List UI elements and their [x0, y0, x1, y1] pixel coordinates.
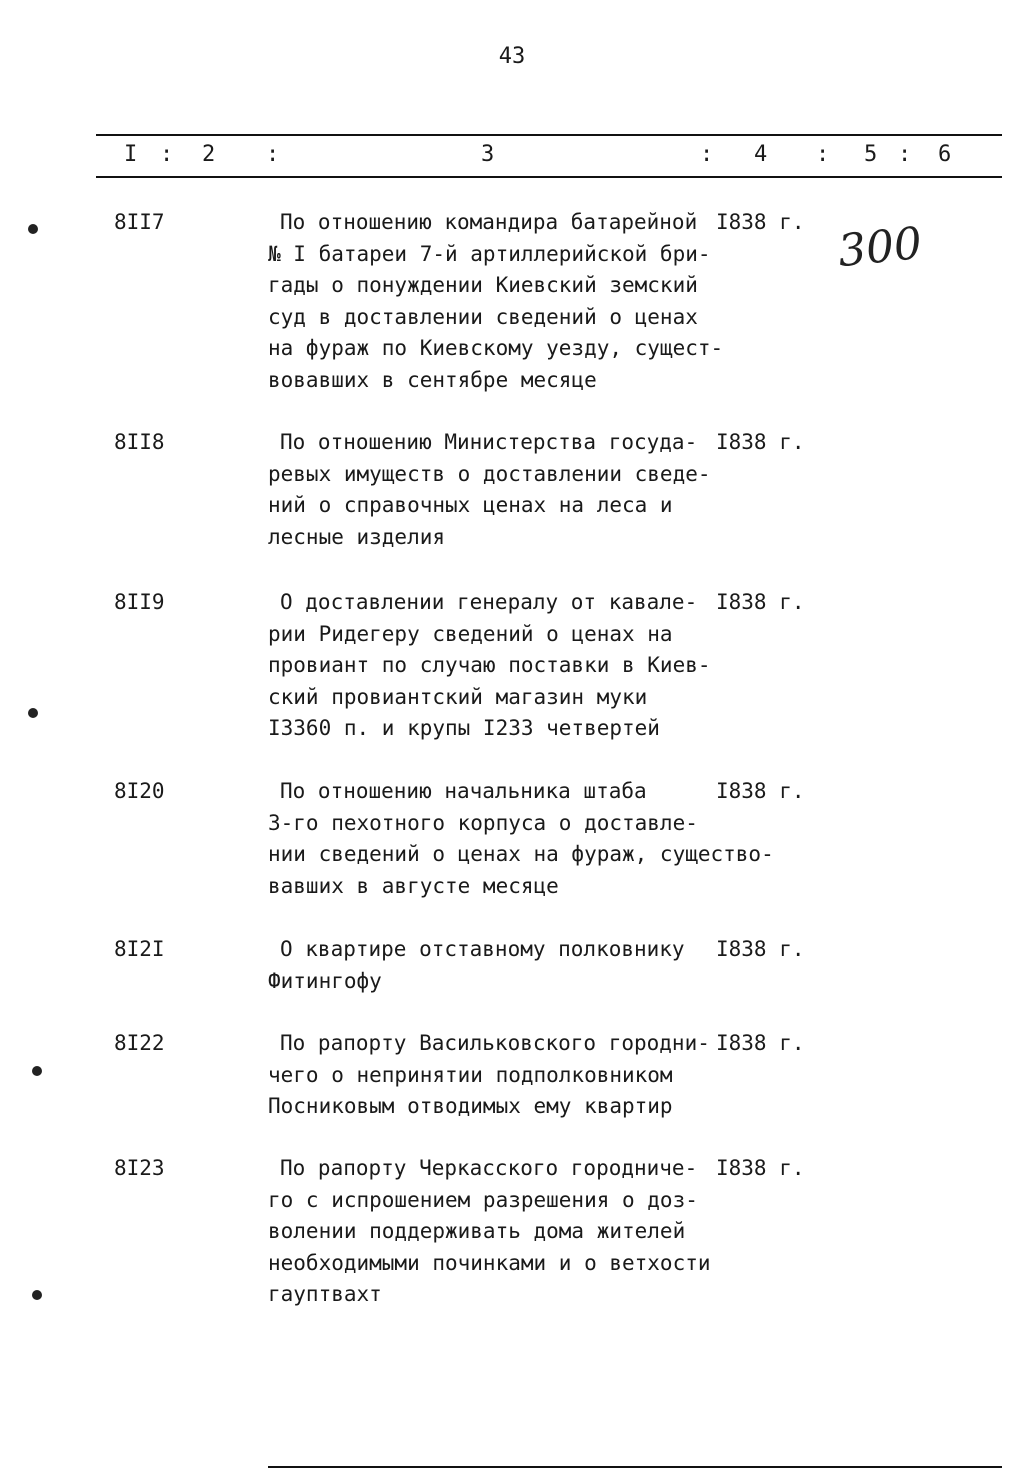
column-header: 5	[864, 142, 878, 167]
record-number: 8II9	[114, 590, 165, 614]
record-year: I838 г.	[716, 210, 805, 234]
description-line: нии сведений о ценах на фураж, существо-	[268, 842, 774, 866]
description-line: рии Ридегеру сведений о ценах на	[268, 621, 673, 646]
description-line: провиант по случаю поставки в Киев-	[268, 653, 711, 677]
description-line: вавших в августе месяце	[268, 873, 559, 898]
record-number: 8I23	[114, 1156, 165, 1180]
punch-hole-mark	[28, 224, 38, 234]
description-line: вовавших в сентябре месяце	[268, 367, 597, 392]
description-line: О квартире отставному полковнику	[280, 937, 685, 961]
column-header: 6	[938, 142, 952, 167]
column-separator: :	[898, 142, 912, 167]
description-line: ревых имуществ о доставлении сведе-	[268, 461, 711, 486]
record-year: I838 г.	[716, 1156, 805, 1180]
record-year: I838 г.	[716, 430, 805, 454]
column-header: 3	[481, 142, 495, 167]
record-year: I838 г.	[716, 1031, 805, 1055]
description-line: Посниковым отводимых ему квартир	[268, 1094, 673, 1118]
description-line: ский провиантский магазин муки	[268, 684, 648, 709]
punch-hole-mark	[28, 708, 38, 718]
column-header-row	[0, 140, 1024, 172]
record-year: I838 г.	[716, 937, 805, 961]
column-separator: :	[266, 142, 280, 167]
record-number: 8II7	[114, 210, 165, 234]
header-top-rule	[96, 134, 1002, 136]
description-line: гады о понуждении Киевский земский	[268, 273, 698, 297]
description-line: гауптвахт	[268, 1282, 382, 1306]
description-line: лесные изделия	[268, 524, 446, 549]
column-header: I	[124, 142, 138, 167]
record-number: 8I2I	[114, 937, 165, 961]
column-header: 2	[202, 142, 216, 167]
record-description	[268, 1153, 738, 1311]
record-number: 8II8	[114, 430, 165, 454]
description-line: По рапорту Васильковского городни-	[280, 1031, 710, 1055]
description-line: О доставлении генералу от кавале-	[280, 590, 698, 614]
record-year: I838 г.	[716, 779, 805, 803]
description-line: № I батареи 7-й артиллерийской бри-	[268, 241, 711, 266]
record-description	[268, 934, 738, 997]
record-description	[268, 587, 738, 745]
footer-rule	[268, 1466, 1002, 1468]
handwritten-note: 300	[835, 217, 925, 278]
record-number: 8I20	[114, 779, 165, 803]
description-line: По отношению начальника штаба	[280, 779, 647, 803]
record-description	[268, 1028, 738, 1123]
description-line: го с испрошением разрешения о доз-	[268, 1187, 698, 1212]
column-separator: :	[816, 142, 830, 167]
page-number: 43	[498, 44, 526, 69]
description-line: I3360 п. и крупы I233 четвертей	[268, 716, 660, 740]
description-line: ний о справочных ценах на леса и	[268, 493, 673, 517]
description-line: По отношению Министерства госуда-	[280, 430, 698, 454]
description-line: необходимыми починками и о ветхости	[268, 1250, 711, 1275]
description-line: Фитингофу	[268, 968, 382, 993]
description-line: По отношению командира батарейной	[280, 210, 698, 234]
description-line: на фураж по Киевскому уезду, сущест-	[268, 336, 724, 360]
column-separator: :	[160, 142, 174, 167]
description-line: По рапорту Черкасского городниче-	[280, 1156, 698, 1180]
record-number: 8I22	[114, 1031, 165, 1055]
description-line: суд в доставлении сведений о ценах	[268, 304, 698, 329]
record-description	[268, 427, 738, 553]
punch-hole-mark	[32, 1066, 42, 1076]
record-year: I838 г.	[716, 590, 805, 614]
description-line: 3-го пехотного корпуса о доставле-	[268, 810, 698, 835]
description-line: волении поддерживать дома жителей	[268, 1219, 686, 1243]
column-header: 4	[754, 142, 768, 167]
column-separator: :	[700, 142, 714, 167]
punch-hole-mark	[32, 1290, 42, 1300]
header-bottom-rule	[96, 176, 1002, 178]
description-line: чего о непринятии подполковником	[268, 1062, 673, 1087]
record-description	[268, 207, 738, 396]
